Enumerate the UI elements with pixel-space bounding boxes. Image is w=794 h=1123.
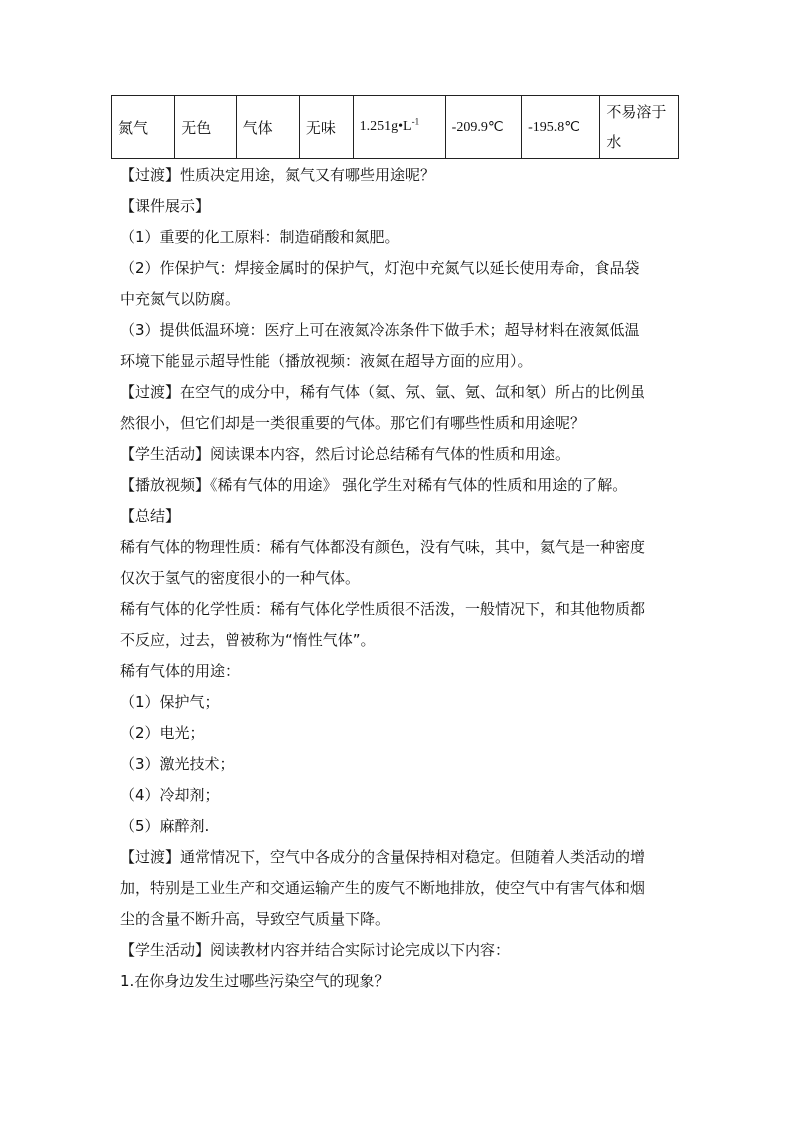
cell-density — [353, 96, 445, 159]
text-line: （3）激光技术； — [120, 755, 235, 773]
text-line: （5）麻醉剂. — [120, 817, 210, 835]
cell-odor: 无味 — [299, 96, 353, 159]
text-line: （3）提供低温环境：医疗上可在液氮冷冻条件下做手术；超导材料在液氮低温 — [120, 321, 640, 339]
text-line: 【过渡】在空气的成分中，稀有气体（氦、氖、氩、氪、氙和氡）所占的比例虽 — [120, 383, 646, 401]
text-line: 【学生活动】阅读教材内容并结合实际讨论完成以下内容： — [120, 941, 511, 959]
cell-melting-point: -209.9℃ — [445, 96, 521, 159]
text-line: 稀有气体的物理性质：稀有气体都没有颜色，没有气味，其中，氦气是一种密度 — [120, 538, 646, 556]
text-line: 环境下能显示超导性能（播放视频：液氮在超导方面的应用）。 — [120, 352, 533, 370]
text-line: 尘的含量不断升高，导致空气质量下降。 — [120, 910, 391, 928]
gas-properties-table — [111, 95, 679, 159]
density-value: 1.251g•L — [359, 119, 412, 134]
solubility-line-1: 不易溶于 — [606, 103, 667, 121]
text-line: 【课件展示】 — [120, 197, 211, 215]
text-line: 不反应，过去，曾被称为“惰性气体”。 — [120, 631, 376, 649]
text-line: 【过渡】通常情况下，空气中各成分的含量保持相对稳定。但随着人类活动的增 — [120, 848, 646, 866]
text-line: （1）重要的化工原料：制造硝酸和氮肥。 — [120, 228, 400, 246]
lesson-text — [120, 160, 676, 997]
text-line: （1）保护气； — [120, 693, 220, 711]
text-line: 【总结】 — [120, 507, 181, 525]
text-line: （4）冷却剂； — [120, 786, 220, 804]
cell-state: 气体 — [236, 96, 299, 159]
text-line: 然很小，但它们却是一类很重要的气体。那它们有哪些性质和用途呢？ — [120, 414, 586, 432]
cell-solubility — [600, 96, 679, 159]
text-line: 仅次于氢气的密度很小的一种气体。 — [120, 569, 361, 587]
text-line: 【播放视频】《稀有气体的用途》 强化学生对稀有气体的性质和用途的了解。 — [120, 476, 628, 494]
table-row — [112, 96, 679, 159]
cell-color: 无色 — [175, 96, 236, 159]
text-line: 加，特别是工业生产和交通运输产生的废气不断地排放，使空气中有害气体和烟 — [120, 879, 646, 897]
solubility-line-2: 水 — [606, 133, 622, 151]
cell-name: 氮气 — [112, 96, 175, 159]
text-line: 中充氮气以防腐。 — [120, 290, 241, 308]
text-line: （2）作保护气：焊接金属时的保护气，灯泡中充氮气以延长使用寿命，食品袋 — [120, 259, 640, 277]
cell-boiling-point: -195.8℃ — [522, 96, 600, 159]
text-line: 【过渡】性质决定用途，氮气又有哪些用途呢？ — [120, 166, 436, 184]
text-line: （2）电光； — [120, 724, 205, 742]
density-exponent: -1 — [411, 116, 420, 127]
text-line: 稀有气体的化学性质：稀有气体化学性质很不活泼，一般情况下，和其他物质都 — [120, 600, 646, 618]
text-line: 稀有气体的用途： — [120, 662, 241, 680]
text-line: 1.在你身边发生过哪些污染空气的现象？ — [120, 972, 390, 990]
text-line: 【学生活动】阅读课本内容，然后讨论总结稀有气体的性质和用途。 — [120, 445, 571, 463]
